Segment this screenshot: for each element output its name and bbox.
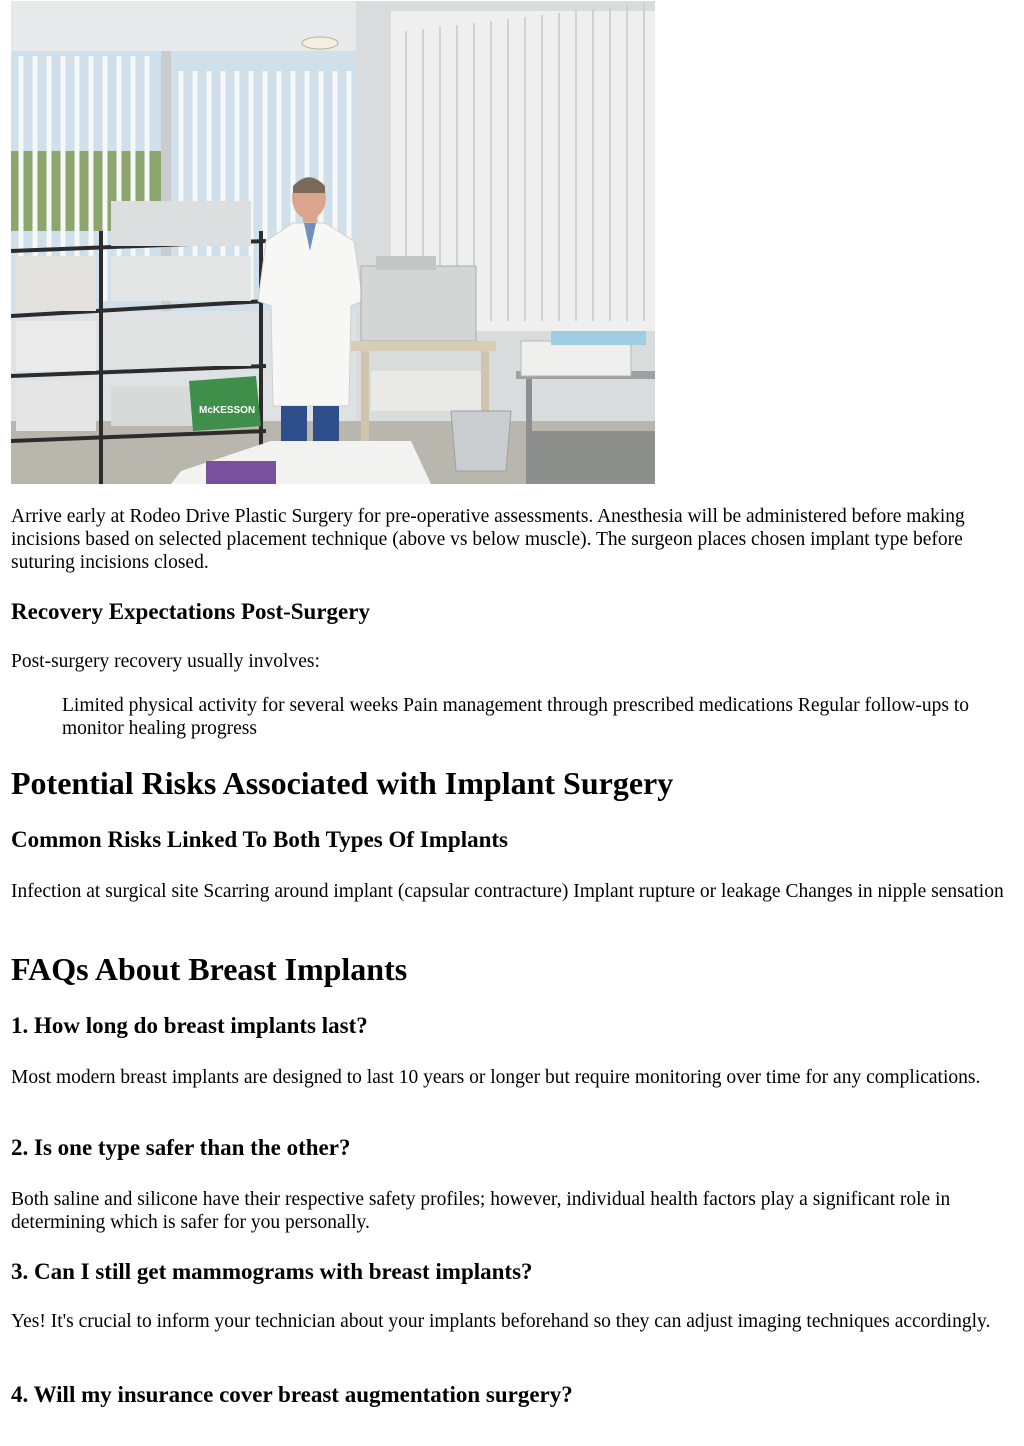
recovery-lead: Post-surgery recovery usually involves: — [11, 651, 320, 672]
risks-heading: Potential Risks Associated with Implant Surgery — [11, 765, 674, 801]
intro-paragraph: Arrive early at Rodeo Drive Plastic Surgery for pre-operative assessments. Anesthesia will be administered before making incisions based on selected placement technique (above vs below muscle). The surgeon places chosen implant type before suturing incisions closed. — [11, 506, 965, 573]
faq-question: 4. Will my insurance cover breast augmentation surgery? — [11, 1382, 573, 1407]
bag-brand-text: McKESSON — [199, 405, 256, 416]
faq-answer: Most modern breast implants are designed to last 10 years or longer but require monitoring over time for any complications. — [11, 1067, 981, 1088]
faq-question: 2. Is one type safer than the other? — [11, 1135, 351, 1160]
risks-subheading: Common Risks Linked To Both Types Of Implants — [11, 827, 508, 852]
faq-answer: Both saline and silicone have their respective safety profiles; however, individual health factors play a significant role in determining which is safer for you personally. — [11, 1189, 951, 1233]
faqs-heading: FAQs About Breast Implants — [11, 951, 408, 987]
faq-answer: Yes! It's crucial to inform your technician about your implants beforehand so they can adjust imaging techniques accordingly. — [11, 1311, 991, 1332]
clinic-room-photo — [11, 1, 655, 484]
faq-question: 1. How long do breast implants last? — [11, 1013, 368, 1038]
recovery-heading: Recovery Expectations Post-Surgery — [11, 599, 370, 624]
faq-question: 3. Can I still get mammograms with breast implants? — [11, 1259, 533, 1284]
recovery-list-text: Limited physical activity for several weeks Pain management through prescribed medications Regular follow-ups to monitor healing progress — [62, 695, 970, 739]
risks-text: Infection at surgical site Scarring around implant (capsular contracture) Implant rupture or leakage Changes in nipple sensation — [11, 881, 1004, 902]
